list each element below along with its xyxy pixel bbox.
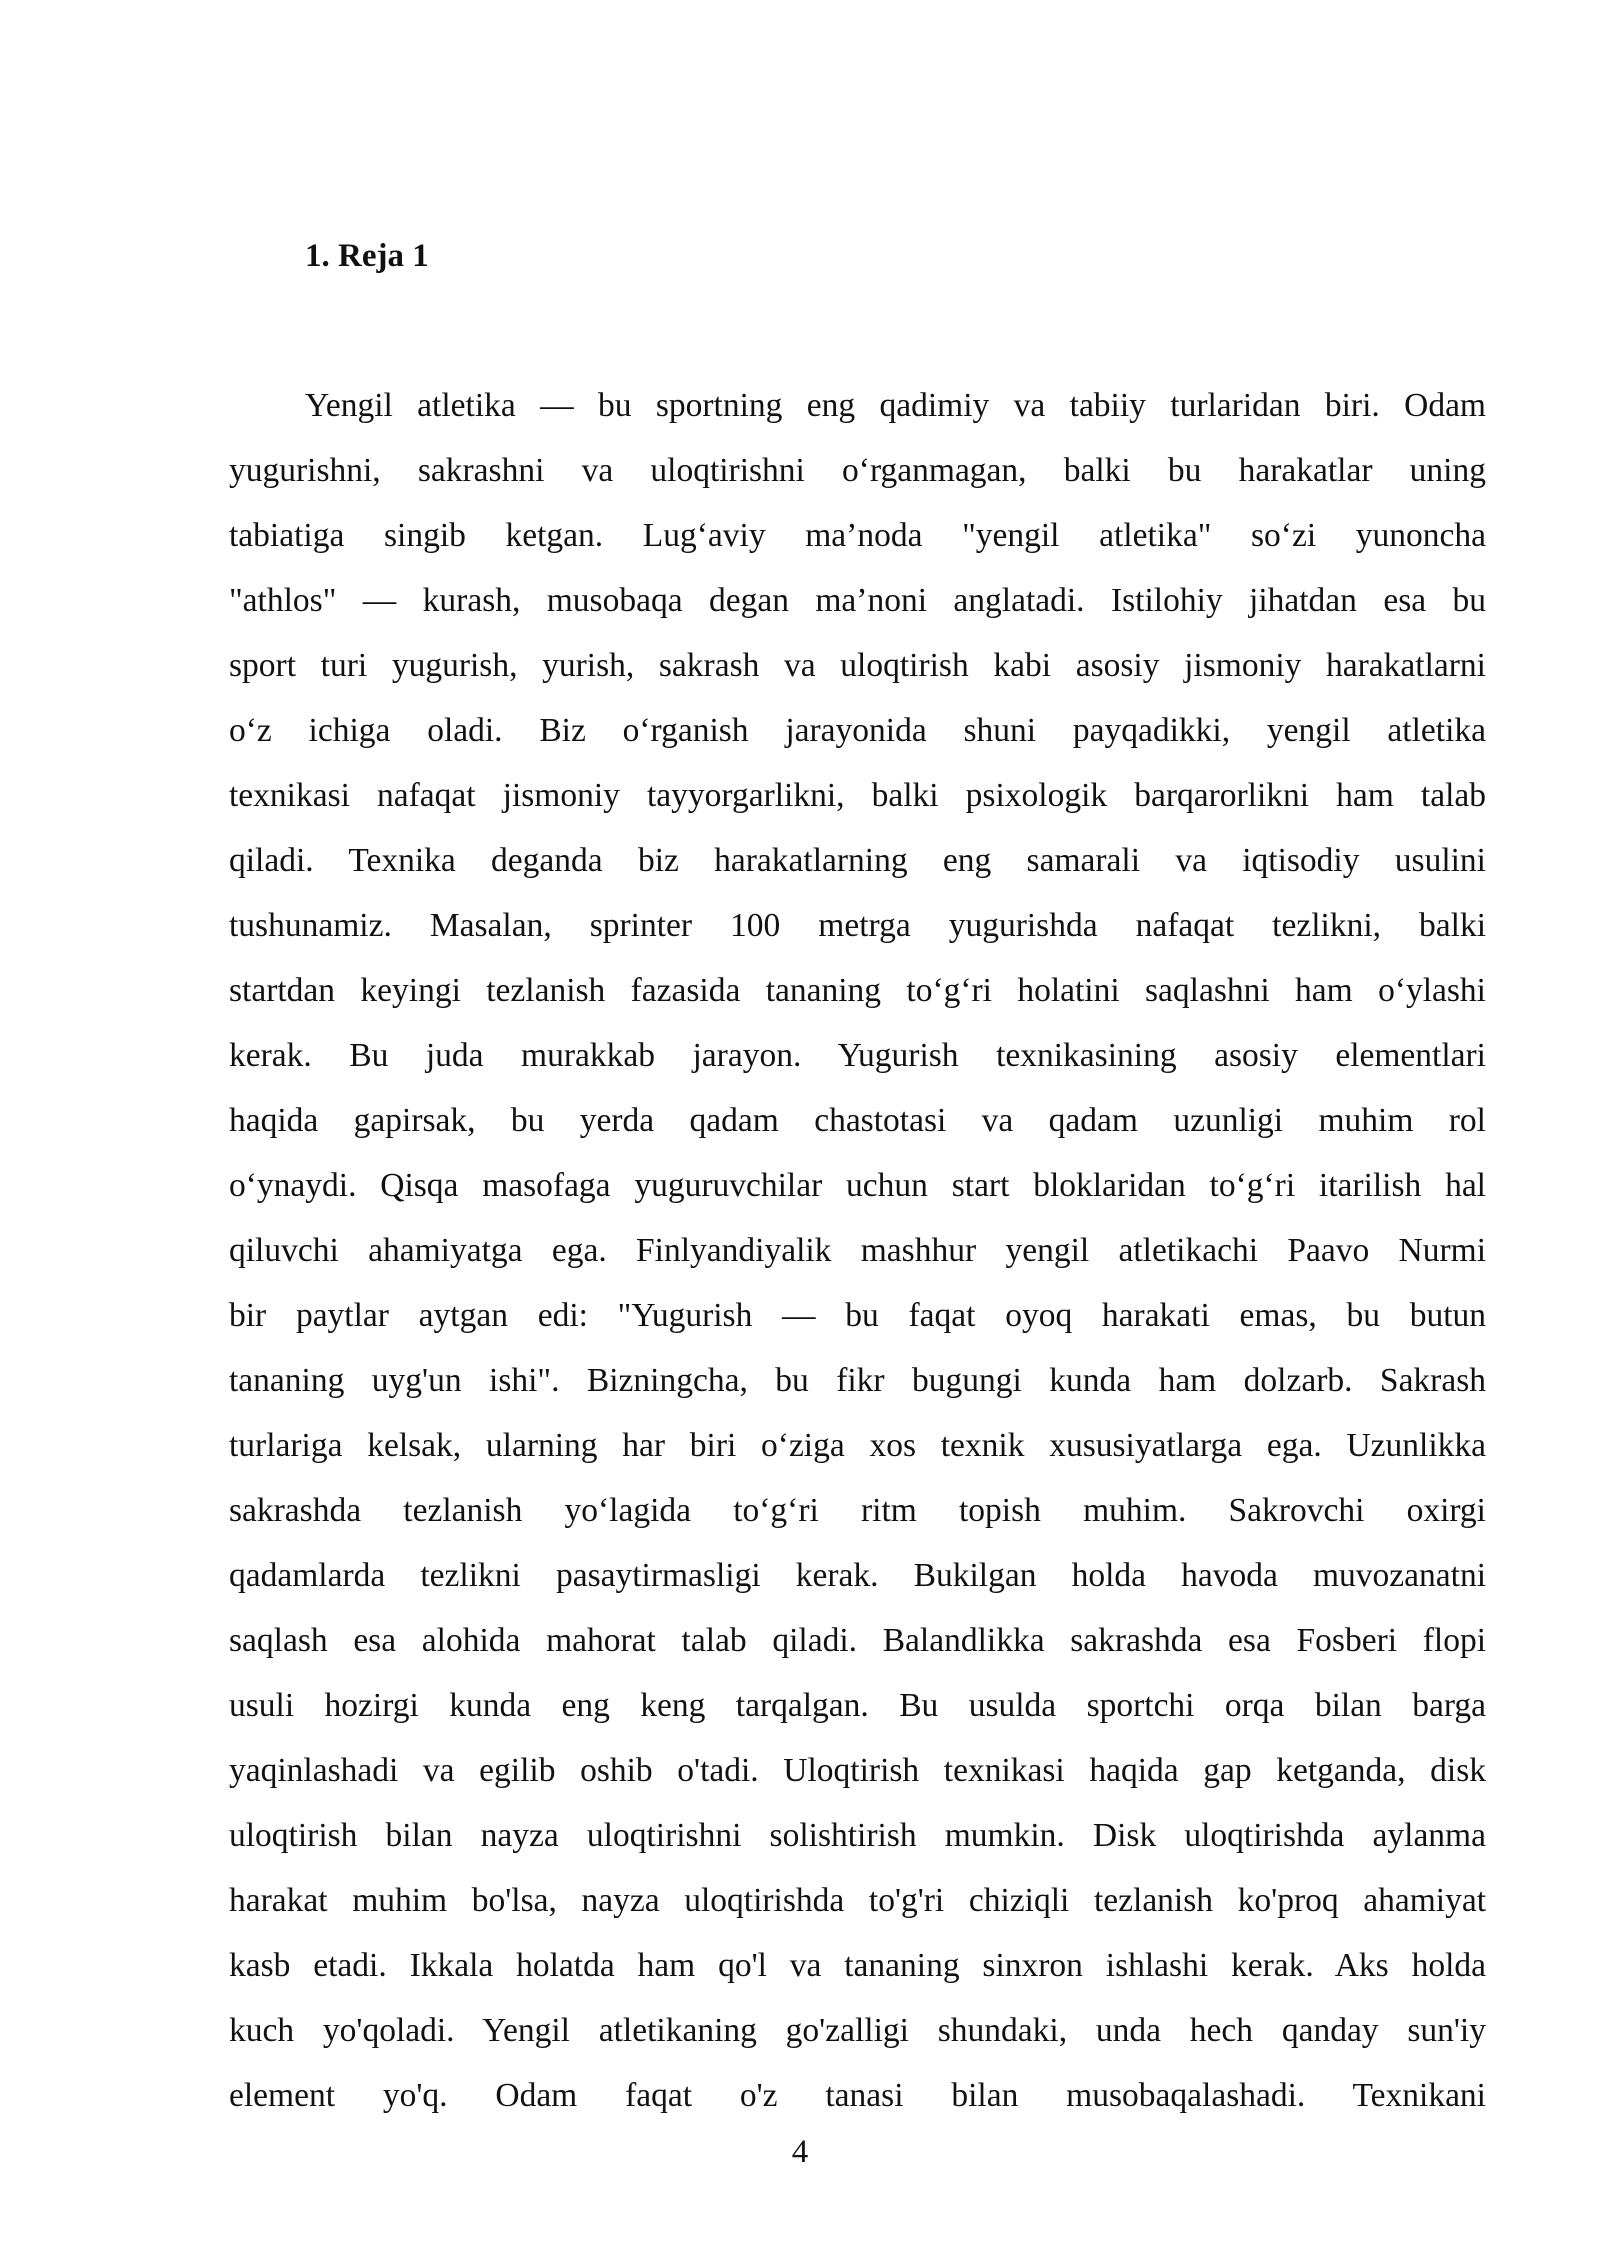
section-heading: 1. Reja 1 bbox=[305, 238, 429, 274]
paragraph-line: yaqinlashadi va egilib oshib o'tadi. Uloqtirish texnikasi haqida gap ketganda, disk bbox=[229, 1752, 1486, 1789]
paragraph-line: kasb etadi. Ikkala holatda ham qo'l va tananing sinxron ishlashi kerak. Aks holda bbox=[229, 1947, 1486, 1984]
paragraph-line: turlariga kelsak, ularning har biri o‘ziga xos texnik xususiyatlarga ega. Uzunlikka bbox=[229, 1427, 1486, 1464]
paragraph-line: tananing uyg'un ishi". Bizningcha, bu fikr bugungi kunda ham dolzarb. Sakrash bbox=[229, 1362, 1486, 1399]
paragraph-line: kerak. Bu juda murakkab jarayon. Yugurish texnikasining asosiy elementlari bbox=[229, 1037, 1486, 1074]
paragraph-line: qiladi. Texnika deganda biz harakatlarning eng samarali va iqtisodiy usulini bbox=[229, 842, 1486, 879]
paragraph-line: bir paytlar aytgan edi: "Yugurish — bu faqat oyoq harakati emas, bu butun bbox=[229, 1297, 1486, 1334]
paragraph-line: startdan keyingi tezlanish fazasida tananing to‘g‘ri holatini saqlashni ham o‘ylashi bbox=[229, 972, 1486, 1009]
paragraph-line: qiluvchi ahamiyatga ega. Finlyandiyalik mashhur yengil atletikachi Paavo Nurmi bbox=[229, 1232, 1486, 1269]
paragraph-line: tabiatiga singib ketgan. Lug‘aviy ma’noda "yengil atletika" so‘zi yunoncha bbox=[229, 517, 1486, 554]
paragraph-line: o‘ynaydi. Qisqa masofaga yuguruvchilar uchun start bloklaridan to‘g‘ri itarilish hal bbox=[229, 1167, 1486, 1204]
paragraph-line: yugurishni, sakrashni va uloqtirishni o‘rganmagan, balki bu harakatlar uning bbox=[229, 452, 1486, 489]
paragraph-line: texnikasi nafaqat jismoniy tayyorgarlikni, balki psixologik barqarorlikni ham talab bbox=[229, 777, 1486, 814]
paragraph-line: harakat muhim bo'lsa, nayza uloqtirishda to'g'ri chiziqli tezlanish ko'proq ahamiyat bbox=[229, 1882, 1486, 1919]
paragraph-line: sakrashda tezlanish yo‘lagida to‘g‘ri ritm topish muhim. Sakrovchi oxirgi bbox=[229, 1492, 1486, 1529]
paragraph-line: haqida gapirsak, bu yerda qadam chastotasi va qadam uzunligi muhim rol bbox=[229, 1102, 1486, 1139]
paragraph-line: element yo'q. Odam faqat o'z tanasi bilan musobaqalashadi. Texnikani bbox=[229, 2077, 1486, 2114]
paragraph-line: o‘z ichiga oladi. Biz o‘rganish jarayonida shuni payqadikki, yengil atletika bbox=[229, 712, 1486, 749]
paragraph-line: Yengil atletika — bu sportning eng qadimiy va tabiiy turlaridan biri. Odam bbox=[305, 387, 1486, 424]
paragraph-line: uloqtirish bilan nayza uloqtirishni solishtirish mumkin. Disk uloqtirishda aylanma bbox=[229, 1817, 1486, 1854]
page-number: 4 bbox=[791, 2134, 809, 2170]
paragraph-line: sport turi yugurish, yurish, sakrash va uloqtirish kabi asosiy jismoniy harakatlarni bbox=[229, 647, 1486, 684]
paragraph-line: kuch yo'qoladi. Yengil atletikaning go'zalligi shundaki, unda hech qanday sun'iy bbox=[229, 2012, 1486, 2049]
paragraph-line: qadamlarda tezlikni pasaytirmasligi kerak. Bukilgan holda havoda muvozanatni bbox=[229, 1557, 1486, 1594]
paragraph-line: tushunamiz. Masalan, sprinter 100 metrga yugurishda nafaqat tezlikni, balki bbox=[229, 907, 1486, 944]
body-paragraph bbox=[229, 373, 1486, 2128]
paragraph-line: saqlash esa alohida mahorat talab qiladi. Balandlikka sakrashda esa Fosberi flopi bbox=[229, 1622, 1486, 1659]
paragraph-line: usuli hozirgi kunda eng keng tarqalgan. Bu usulda sportchi orqa bilan barga bbox=[229, 1687, 1486, 1724]
paragraph-line: "athlos" — kurash, musobaqa degan ma’noni anglatadi. Istilohiy jihatdan esa bu bbox=[229, 582, 1486, 619]
